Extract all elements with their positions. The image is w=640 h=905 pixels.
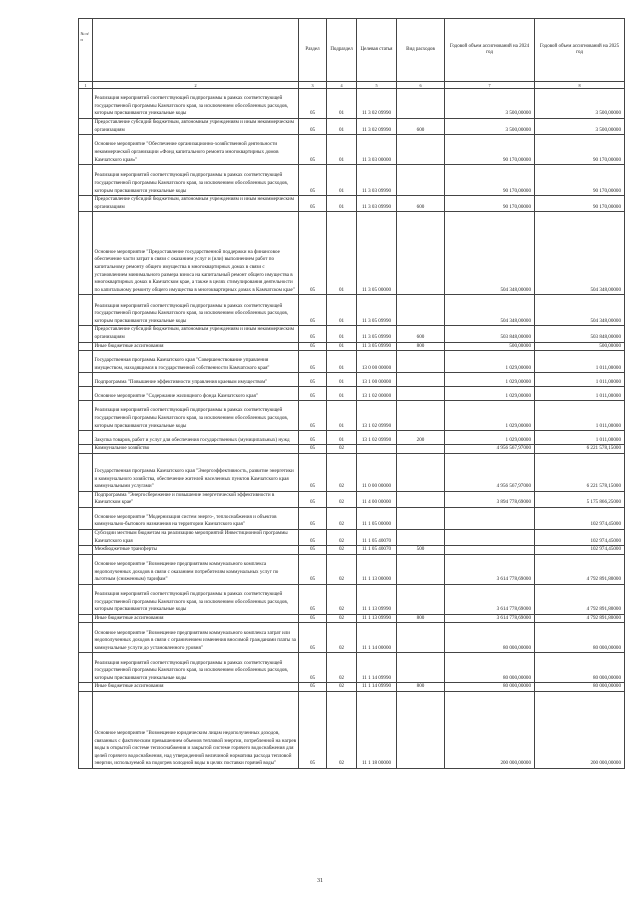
row-target-article-cell: 11 1 14 09990 xyxy=(357,653,397,683)
row-expense-type-cell xyxy=(397,89,445,119)
row-allocation-2025-cell: 200 000,00000 xyxy=(535,691,625,768)
row-section-cell: 05 xyxy=(299,431,327,445)
table-row xyxy=(79,212,625,295)
row-subsection-cell: 02 xyxy=(327,491,357,507)
row-allocation-2024-cell: 1 029,00000 xyxy=(445,431,535,445)
table-row xyxy=(79,653,625,683)
row-section-cell: 05 xyxy=(299,691,327,768)
row-allocation-2025-cell: 1 011,00000 xyxy=(535,401,625,431)
header-target-article: Целевая статья xyxy=(357,19,397,82)
row-subsection-cell: 01 xyxy=(327,135,357,165)
row-section-cell: 05 xyxy=(299,507,327,529)
row-section-cell: 05 xyxy=(299,119,327,135)
row-section-cell: 05 xyxy=(299,614,327,623)
row-allocation-2024-cell: 1 029,00000 xyxy=(445,387,535,401)
row-allocation-2025-cell: 1 011,00000 xyxy=(535,431,625,445)
row-target-article-cell: 11 1 18 00000 xyxy=(357,691,397,768)
row-allocation-2024-cell: 3 500,00000 xyxy=(445,119,535,135)
row-section-cell: 05 xyxy=(299,623,327,653)
row-expense-type-cell: 800 xyxy=(397,683,445,692)
row-name-cell: Коммунальное хозяйство xyxy=(93,445,299,454)
row-section-cell: 05 xyxy=(299,326,327,342)
row-subsection-cell: 02 xyxy=(327,529,357,545)
row-subsection-cell: 01 xyxy=(327,196,357,212)
row-subsection-cell: 02 xyxy=(327,453,357,491)
row-number-cell xyxy=(79,431,93,445)
row-subsection-cell: 02 xyxy=(327,614,357,623)
row-section-cell: 05 xyxy=(299,196,327,212)
row-expense-type-cell xyxy=(397,653,445,683)
row-subsection-cell: 02 xyxy=(327,653,357,683)
header-allocation-2025: Годовой объем ассигнований на 2025 год xyxy=(535,19,625,82)
row-subsection-cell: 01 xyxy=(327,119,357,135)
row-expense-type-cell xyxy=(397,445,445,454)
row-expense-type-cell xyxy=(397,165,445,196)
row-allocation-2024-cell xyxy=(445,529,535,545)
row-expense-type-cell xyxy=(397,212,445,295)
row-number-cell xyxy=(79,453,93,491)
row-section-cell: 05 xyxy=(299,212,327,295)
row-name-cell: Реализация мероприятий соответствующей подпрограммы в рамках соответствующей государственной программы Камчатского края, за исключением обособленных расходов, которым присваиваются уникальные коды xyxy=(93,401,299,431)
row-expense-type-cell xyxy=(397,507,445,529)
row-target-article-cell: 11 3 05 00000 xyxy=(357,212,397,295)
row-allocation-2025-cell: 4 792 891,80000 xyxy=(535,614,625,623)
row-number-cell xyxy=(79,326,93,342)
row-target-article-cell: 13 0 00 00000 xyxy=(357,351,397,373)
row-target-article-cell: 11 3 05 09990 xyxy=(357,342,397,351)
row-allocation-2024-cell: 3 614 778,69000 xyxy=(445,554,535,584)
row-expense-type-cell: 800 xyxy=(397,342,445,351)
row-target-article-cell: 11 1 13 00000 xyxy=(357,554,397,584)
table-row xyxy=(79,165,625,196)
row-name-cell: Закупка товаров, работ и услуг для обеспечения государственных (муниципальных) нужд xyxy=(93,431,299,445)
row-allocation-2024-cell: 90 170,00000 xyxy=(445,135,535,165)
row-number-cell xyxy=(79,554,93,584)
table-row xyxy=(79,431,625,445)
row-target-article-cell: 11 4 00 00000 xyxy=(357,491,397,507)
row-allocation-2024-cell xyxy=(445,546,535,555)
row-section-cell: 05 xyxy=(299,683,327,692)
row-subsection-cell: 01 xyxy=(327,342,357,351)
row-section-cell: 05 xyxy=(299,491,327,507)
row-section-cell: 05 xyxy=(299,529,327,545)
row-allocation-2025-cell: 1 011,00000 xyxy=(535,387,625,401)
row-target-article-cell: 11 3 03 09990 xyxy=(357,196,397,212)
table-row xyxy=(79,691,625,768)
row-allocation-2025-cell: 3 500,00000 xyxy=(535,89,625,119)
row-allocation-2025-cell: 1 011,00000 xyxy=(535,351,625,373)
row-number-cell xyxy=(79,546,93,555)
row-expense-type-cell xyxy=(397,351,445,373)
table-row xyxy=(79,373,625,387)
row-subsection-cell: 02 xyxy=(327,507,357,529)
row-target-article-cell xyxy=(357,445,397,454)
row-section-cell: 05 xyxy=(299,546,327,555)
header-name xyxy=(93,19,299,82)
row-section-cell: 05 xyxy=(299,453,327,491)
row-name-cell: Реализация мероприятий соответствующей подпрограммы в рамках соответствующей государственной программы Камчатского края, за исключением обособленных расходов, которым присваиваются уникальные коды xyxy=(93,295,299,326)
row-allocation-2024-cell: 3 894 778,69000 xyxy=(445,491,535,507)
row-target-article-cell: 11 3 02 09990 xyxy=(357,89,397,119)
row-section-cell: 05 xyxy=(299,165,327,196)
row-name-cell: Субсидии местным бюджетам на реализацию мероприятий Инвестиционной программы Камчатского края xyxy=(93,529,299,545)
header-num: № п/п xyxy=(79,19,93,82)
row-allocation-2025-cell: 500,00000 xyxy=(535,342,625,351)
row-target-article-cell: 11 0 00 00000 xyxy=(357,453,397,491)
row-allocation-2024-cell: 4 956 567,97000 xyxy=(445,453,535,491)
row-section-cell: 05 xyxy=(299,135,327,165)
header-allocation-2024: Годовой объем ассигнований на 2024 год xyxy=(445,19,535,82)
row-target-article-cell: 11 1 05 40070 xyxy=(357,529,397,545)
row-target-article-cell: 11 1 14 00000 xyxy=(357,623,397,653)
table-row xyxy=(79,342,625,351)
row-subsection-cell: 01 xyxy=(327,295,357,326)
row-allocation-2025-cell: 80 000,00000 xyxy=(535,683,625,692)
row-name-cell: Основное мероприятие "Обеспечение организационно-хозяйственной деятельности некоммерческой организации «Фонд капитального ремонта многоквартирных домов Камчатского края»" xyxy=(93,135,299,165)
row-name-cell: Основное мероприятие "Содержание жилищного фонда Камчатского края" xyxy=(93,387,299,401)
row-allocation-2025-cell: 4 792 891,80000 xyxy=(535,584,625,614)
row-subsection-cell: 01 xyxy=(327,431,357,445)
table-row xyxy=(79,326,625,342)
column-number: 4 xyxy=(327,82,357,89)
row-allocation-2024-cell: 504 348,00000 xyxy=(445,295,535,326)
row-expense-type-cell xyxy=(397,373,445,387)
row-target-article-cell: 13 1 02 00000 xyxy=(357,387,397,401)
row-section-cell: 05 xyxy=(299,373,327,387)
table-body xyxy=(79,89,625,769)
row-allocation-2024-cell: 1 029,00000 xyxy=(445,401,535,431)
row-name-cell: Основное мероприятие "Предоставление государственной поддержки на финансовое обеспечение части затрат в связи с оказанием услуг и (или) выполнением работ по капитальному ремонту общего имущества в многоквартирных домах в связи с установлением минимального размера взноса на капитальный ремонт общего имущества в многоквартирных домах в Камчатском крае, а также в целях стимулирования деятельности по капитальному ремонту общего имущества в многоквартирных домах в Камчатском крае" xyxy=(93,212,299,295)
row-subsection-cell: 02 xyxy=(327,546,357,555)
row-name-cell: Реализация мероприятий соответствующей подпрограммы в рамках соответствующей государственной программы Камчатского края, за исключением обособленных расходов, которым присваиваются уникальные коды xyxy=(93,165,299,196)
row-target-article-cell: 11 3 05 09990 xyxy=(357,295,397,326)
row-subsection-cell: 01 xyxy=(327,387,357,401)
row-allocation-2024-cell: 200 000,00000 xyxy=(445,691,535,768)
row-allocation-2025-cell: 102 974,45000 xyxy=(535,546,625,555)
table-row xyxy=(79,529,625,545)
row-expense-type-cell xyxy=(397,453,445,491)
row-number-cell xyxy=(79,445,93,454)
table-row xyxy=(79,623,625,653)
row-allocation-2024-cell: 3 614 778,69000 xyxy=(445,584,535,614)
row-allocation-2025-cell: 504 348,00000 xyxy=(535,212,625,295)
row-allocation-2025-cell: 102 974,45000 xyxy=(535,529,625,545)
row-name-cell: Реализация мероприятий соответствующей подпрограммы в рамках соответствующей государственной программы Камчатского края, за исключением обособленных расходов, которым присваиваются уникальные коды xyxy=(93,584,299,614)
table-row xyxy=(79,387,625,401)
row-allocation-2024-cell xyxy=(445,507,535,529)
row-number-cell xyxy=(79,529,93,545)
column-number: 6 xyxy=(397,82,445,89)
row-name-cell: Предоставление субсидий бюджетным, автономным учреждениям и иным некоммерческим организациям xyxy=(93,326,299,342)
row-number-cell xyxy=(79,653,93,683)
row-number-cell xyxy=(79,491,93,507)
row-allocation-2024-cell: 503 848,00000 xyxy=(445,326,535,342)
row-subsection-cell: 01 xyxy=(327,165,357,196)
row-allocation-2024-cell: 1 029,00000 xyxy=(445,373,535,387)
row-target-article-cell: 11 3 02 09990 xyxy=(357,119,397,135)
row-number-cell xyxy=(79,351,93,373)
column-number: 2 xyxy=(93,82,299,89)
row-number-cell xyxy=(79,387,93,401)
row-subsection-cell: 01 xyxy=(327,401,357,431)
row-subsection-cell: 02 xyxy=(327,445,357,454)
row-subsection-cell: 02 xyxy=(327,554,357,584)
table-row xyxy=(79,683,625,692)
row-allocation-2025-cell: 3 500,00000 xyxy=(535,119,625,135)
row-allocation-2024-cell: 80 000,00000 xyxy=(445,623,535,653)
row-section-cell: 05 xyxy=(299,351,327,373)
row-expense-type-cell: 600 xyxy=(397,326,445,342)
row-expense-type-cell xyxy=(397,295,445,326)
row-target-article-cell: 11 1 13 09990 xyxy=(357,584,397,614)
table-row xyxy=(79,507,625,529)
row-target-article-cell: 11 1 13 09990 xyxy=(357,614,397,623)
row-subsection-cell: 01 xyxy=(327,326,357,342)
row-allocation-2025-cell: 80 000,00000 xyxy=(535,623,625,653)
row-subsection-cell: 01 xyxy=(327,351,357,373)
row-target-article-cell: 11 1 05 00000 xyxy=(357,507,397,529)
row-subsection-cell: 01 xyxy=(327,212,357,295)
table-row xyxy=(79,119,625,135)
row-expense-type-cell xyxy=(397,584,445,614)
row-number-cell xyxy=(79,507,93,529)
row-subsection-cell: 02 xyxy=(327,683,357,692)
table-row xyxy=(79,89,625,119)
row-number-cell xyxy=(79,135,93,165)
row-name-cell: Подпрограмма "Повышение эффективности управления краевым имуществом" xyxy=(93,373,299,387)
row-section-cell: 05 xyxy=(299,584,327,614)
row-subsection-cell: 01 xyxy=(327,89,357,119)
row-number-cell xyxy=(79,342,93,351)
row-subsection-cell: 02 xyxy=(327,623,357,653)
row-name-cell: Реализация мероприятий соответствующей подпрограммы в рамках соответствующей государственной программы Камчатского края, за исключением обособленных расходов, которым присваиваются уникальные коды xyxy=(93,89,299,119)
column-number: 8 xyxy=(535,82,625,89)
row-name-cell: Иные бюджетные ассигнования xyxy=(93,614,299,623)
row-number-cell xyxy=(79,584,93,614)
row-number-cell xyxy=(79,165,93,196)
row-name-cell: Основное мероприятие "Возмещение предприятиям коммунального комплекса затрат или недополученных доходов в связи с ограничением изменения вносимой гражданами платы за коммунальные услуги до установленного уровня" xyxy=(93,623,299,653)
row-allocation-2025-cell: 5 175 866,25000 xyxy=(535,491,625,507)
row-name-cell: Основное мероприятие "Возмещение юридическим лицам недополученных доходов, связанных с фактическим превышением объемов тепловой энергии, потребленной на нагрев воды в открытой системе теплоснабжения и закрытой системе горячего водоснабжения для целей горячего водоснабжения, над утвержденной величиной норматива расхода тепловой энергии, используемой на подогрев холодной воды в целях поставки горячей воды" xyxy=(93,691,299,768)
row-subsection-cell: 01 xyxy=(327,373,357,387)
header-row xyxy=(79,19,625,82)
row-section-cell: 05 xyxy=(299,89,327,119)
table-row xyxy=(79,295,625,326)
table-row xyxy=(79,135,625,165)
row-allocation-2025-cell: 80 000,00000 xyxy=(535,653,625,683)
row-number-cell xyxy=(79,683,93,692)
row-expense-type-cell: 600 xyxy=(397,196,445,212)
row-allocation-2025-cell: 1 011,00000 xyxy=(535,373,625,387)
row-name-cell: Реализация мероприятий соответствующей подпрограммы в рамках соответствующей государственной программы Камчатского края, за исключением обособленных расходов, которым присваиваются уникальные коды xyxy=(93,653,299,683)
row-target-article-cell: 13 1 00 00000 xyxy=(357,373,397,387)
row-number-cell xyxy=(79,691,93,768)
row-target-article-cell: 11 3 05 09990 xyxy=(357,326,397,342)
row-allocation-2025-cell: 90 170,00000 xyxy=(535,196,625,212)
row-allocation-2024-cell: 500,00000 xyxy=(445,342,535,351)
table-row xyxy=(79,445,625,454)
table-row xyxy=(79,453,625,491)
table-row xyxy=(79,584,625,614)
row-name-cell: Основное мероприятие "Возмещение предприятиям коммунального комплекса недополученных доходов в связи с оказанием потребителям коммунальных услуг по льготным (сниженным) тарифам" xyxy=(93,554,299,584)
row-expense-type-cell xyxy=(397,623,445,653)
column-number: 3 xyxy=(299,82,327,89)
row-allocation-2025-cell: 102 974,45000 xyxy=(535,507,625,529)
row-subsection-cell: 02 xyxy=(327,584,357,614)
row-allocation-2024-cell: 3 614 778,69000 xyxy=(445,614,535,623)
header-section: Раздел xyxy=(299,19,327,82)
row-target-article-cell: 11 3 03 00000 xyxy=(357,135,397,165)
row-target-article-cell: 11 1 05 40070 xyxy=(357,546,397,555)
header-expense-type: Вид расходов xyxy=(397,19,445,82)
row-name-cell: Предоставление субсидий бюджетным, автономным учреждениям и иным некоммерческим организациям xyxy=(93,196,299,212)
row-expense-type-cell xyxy=(397,387,445,401)
column-number: 1 xyxy=(79,82,93,89)
row-allocation-2024-cell: 90 170,00000 xyxy=(445,196,535,212)
row-expense-type-cell xyxy=(397,691,445,768)
column-number: 5 xyxy=(357,82,397,89)
row-number-cell xyxy=(79,373,93,387)
row-expense-type-cell: 200 xyxy=(397,431,445,445)
row-allocation-2025-cell: 6 221 578,15000 xyxy=(535,445,625,454)
row-allocation-2024-cell: 90 170,00000 xyxy=(445,165,535,196)
table-row xyxy=(79,491,625,507)
table-row xyxy=(79,196,625,212)
budget-table-sheet xyxy=(78,18,624,769)
row-name-cell: Предоставление субсидий бюджетным, автономным учреждениям и иным некоммерческим организациям xyxy=(93,119,299,135)
row-allocation-2025-cell: 4 792 891,80000 xyxy=(535,554,625,584)
table-row xyxy=(79,401,625,431)
row-name-cell: Подпрограмма "Энергосбережение и повышение энергетической эффективности в Камчатском крае" xyxy=(93,491,299,507)
row-allocation-2025-cell: 90 170,00000 xyxy=(535,135,625,165)
row-allocation-2025-cell: 504 348,00000 xyxy=(535,295,625,326)
row-number-cell xyxy=(79,623,93,653)
table-row xyxy=(79,546,625,555)
row-target-article-cell: 11 3 03 09990 xyxy=(357,165,397,196)
row-name-cell: Иные бюджетные ассигнования xyxy=(93,683,299,692)
row-number-cell xyxy=(79,295,93,326)
row-number-cell xyxy=(79,212,93,295)
row-number-cell xyxy=(79,89,93,119)
row-section-cell: 05 xyxy=(299,653,327,683)
row-number-cell xyxy=(79,614,93,623)
column-number: 7 xyxy=(445,82,535,89)
row-expense-type-cell xyxy=(397,529,445,545)
row-section-cell: 05 xyxy=(299,401,327,431)
row-target-article-cell: 13 1 02 09990 xyxy=(357,431,397,445)
page-number: 31 xyxy=(317,878,323,884)
row-expense-type-cell xyxy=(397,401,445,431)
row-section-cell: 05 xyxy=(299,295,327,326)
row-allocation-2024-cell: 80 000,00000 xyxy=(445,683,535,692)
row-allocation-2025-cell: 90 170,00000 xyxy=(535,165,625,196)
row-expense-type-cell xyxy=(397,554,445,584)
row-expense-type-cell: 500 xyxy=(397,546,445,555)
row-target-article-cell: 11 1 14 09990 xyxy=(357,683,397,692)
row-number-cell xyxy=(79,119,93,135)
row-allocation-2024-cell: 504 348,00000 xyxy=(445,212,535,295)
row-number-cell xyxy=(79,196,93,212)
row-allocation-2025-cell: 6 221 578,15000 xyxy=(535,453,625,491)
row-allocation-2024-cell: 4 956 567,97000 xyxy=(445,445,535,454)
row-name-cell: Иные бюджетные ассигнования xyxy=(93,342,299,351)
table-row xyxy=(79,351,625,373)
row-allocation-2024-cell: 1 029,00000 xyxy=(445,351,535,373)
budget-table xyxy=(78,18,625,769)
header-subsection: Подраздел xyxy=(327,19,357,82)
row-target-article-cell: 13 1 02 09990 xyxy=(357,401,397,431)
column-number-row xyxy=(79,82,625,89)
row-name-cell: Государственная программа Камчатского края "Совершенствование управления имуществом, находящимся в государственной собственности Камчатского края" xyxy=(93,351,299,373)
row-section-cell: 05 xyxy=(299,554,327,584)
row-section-cell: 05 xyxy=(299,387,327,401)
table-row xyxy=(79,614,625,623)
row-name-cell: Государственная программа Камчатского края "Энергоэффективность, развитие энергетики и коммунального хозяйства, обеспечение жителей населенных пунктов Камчатского края коммунальными услугами" xyxy=(93,453,299,491)
row-expense-type-cell: 800 xyxy=(397,614,445,623)
row-allocation-2024-cell: 3 500,00000 xyxy=(445,89,535,119)
table-row xyxy=(79,554,625,584)
row-allocation-2025-cell: 503 848,00000 xyxy=(535,326,625,342)
row-allocation-2024-cell: 80 000,00000 xyxy=(445,653,535,683)
row-expense-type-cell: 600 xyxy=(397,119,445,135)
row-number-cell xyxy=(79,401,93,431)
row-name-cell: Межбюджетные трансферты xyxy=(93,546,299,555)
row-section-cell: 05 xyxy=(299,445,327,454)
row-subsection-cell: 02 xyxy=(327,691,357,768)
row-section-cell: 05 xyxy=(299,342,327,351)
row-expense-type-cell xyxy=(397,491,445,507)
row-expense-type-cell xyxy=(397,135,445,165)
row-name-cell: Основное мероприятие "Модернизация систем энерго-, теплоснабжения и объектов коммунально-бытового назначения на территории Камчатского края" xyxy=(93,507,299,529)
